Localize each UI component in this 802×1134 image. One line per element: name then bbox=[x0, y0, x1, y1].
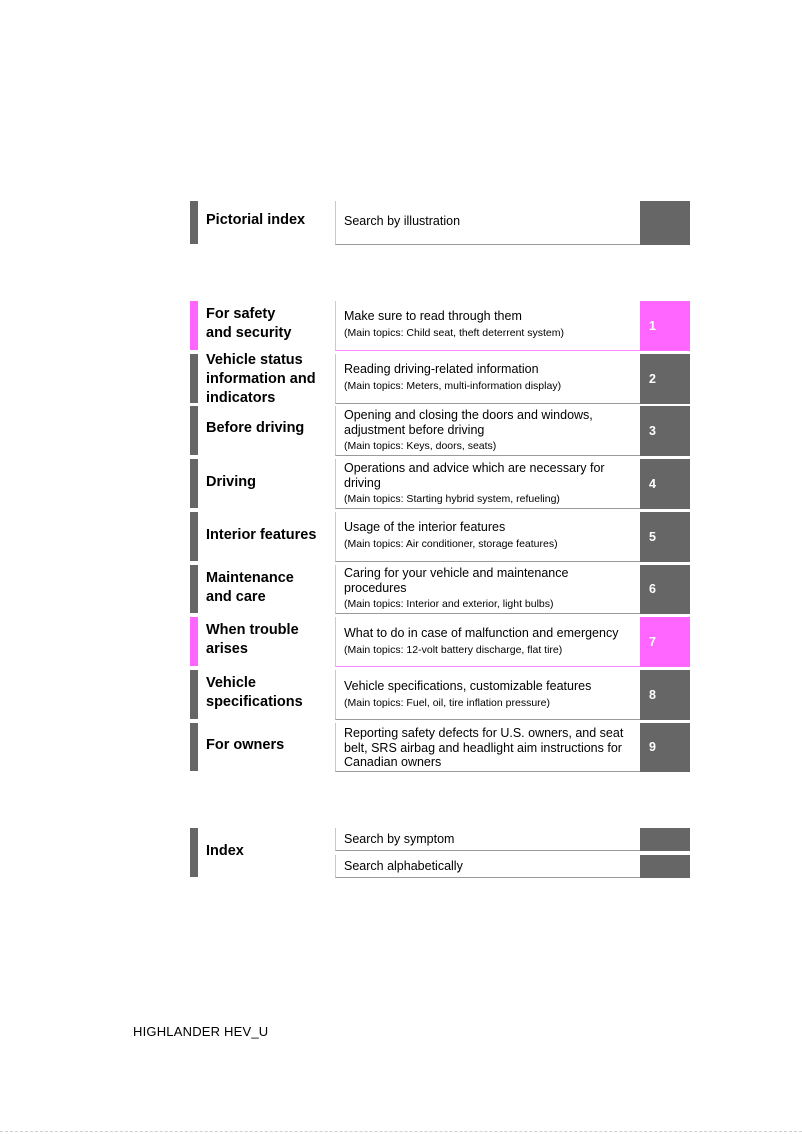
search-alphabetically-tab[interactable] bbox=[640, 855, 690, 878]
chapter-label[interactable]: For owners bbox=[206, 737, 285, 753]
chapter-label[interactable]: Vehicle specifications bbox=[206, 675, 303, 710]
chapter-topics: (Main topics: Child seat, theft deterrent system) bbox=[344, 326, 565, 339]
index-item-box[interactable] bbox=[335, 855, 640, 878]
chapter-description: Usage of the interior features bbox=[344, 520, 506, 534]
chapter-tab[interactable]: 7 bbox=[640, 617, 690, 667]
chapter-tab[interactable]: 1 bbox=[640, 301, 690, 351]
chapter-description: Opening and closing the doors and windows, adjustment before driving bbox=[344, 408, 593, 437]
chapter-description: Make sure to read through them bbox=[344, 309, 522, 323]
chapter-topics: (Main topics: Air conditioner, storage features) bbox=[344, 537, 558, 550]
chapter-description: What to do in case of malfunction and emergency bbox=[344, 626, 619, 640]
chapter-description-box bbox=[335, 670, 640, 720]
chapter-description: Vehicle specifications, customizable features bbox=[344, 679, 592, 693]
chapter-topics: (Main topics: Starting hybrid system, refueling) bbox=[344, 493, 560, 505]
chapter-label[interactable]: Maintenance and care bbox=[206, 570, 294, 605]
chapter-topics: (Main topics: Fuel, oil, tire inflation pressure) bbox=[344, 696, 550, 709]
chapter-tab[interactable]: 3 bbox=[640, 406, 690, 456]
chapter-description-box bbox=[335, 512, 640, 562]
chapter-tab[interactable]: 8 bbox=[640, 670, 690, 720]
chapter-tab[interactable]: 5 bbox=[640, 512, 690, 562]
section-bar bbox=[190, 565, 198, 613]
chapter-tab[interactable]: 6 bbox=[640, 565, 690, 614]
chapter-topics: (Main topics: Meters, multi-information display) bbox=[344, 379, 562, 392]
section-bar bbox=[190, 512, 198, 561]
section-bar bbox=[190, 406, 198, 455]
chapter-description-box bbox=[335, 565, 640, 614]
index-item-box[interactable] bbox=[335, 828, 640, 851]
section-bar bbox=[190, 354, 198, 403]
page-edge-divider bbox=[0, 1131, 802, 1132]
chapter-description-box bbox=[335, 723, 640, 772]
chapter-description-box bbox=[335, 406, 640, 456]
chapter-description-box bbox=[335, 617, 640, 667]
footer-model-code: HIGHLANDER HEV_U bbox=[133, 1024, 269, 1039]
section-bar bbox=[190, 201, 198, 244]
chapter-label[interactable]: Interior features bbox=[206, 527, 317, 543]
pictorial-index-description-box bbox=[335, 201, 640, 245]
section-bar bbox=[190, 301, 198, 350]
chapter-description: Reporting safety defects for U.S. owners, and seat belt, SRS airbag and headlight aim instructions for Canadian owners bbox=[344, 726, 624, 769]
chapter-description: Caring for your vehicle and maintenance procedures bbox=[344, 566, 569, 595]
chapter-description: Operations and advice which are necessary for driving bbox=[344, 461, 605, 490]
chapter-topics: (Main topics: 12-volt battery discharge, flat tire) bbox=[344, 643, 563, 656]
chapter-description: Reading driving-related information bbox=[344, 362, 539, 376]
chapter-topics: (Main topics: Keys, doors, seats) bbox=[344, 440, 497, 452]
chapter-label[interactable]: When trouble arises bbox=[206, 622, 299, 657]
section-bar bbox=[190, 670, 198, 719]
chapter-topics: (Main topics: Interior and exterior, light bulbs) bbox=[344, 598, 554, 610]
section-bar bbox=[190, 828, 198, 877]
section-bar bbox=[190, 723, 198, 771]
chapter-description-box bbox=[335, 301, 640, 351]
search-by-symptom[interactable]: Search by symptom bbox=[344, 832, 455, 846]
search-alphabetically[interactable]: Search alphabetically bbox=[344, 859, 463, 873]
chapter-tab[interactable]: 9 bbox=[640, 723, 690, 772]
search-by-symptom-tab[interactable] bbox=[640, 828, 690, 851]
chapter-description-box bbox=[335, 354, 640, 404]
index-label[interactable]: Index bbox=[206, 843, 244, 859]
chapter-tab[interactable]: 4 bbox=[640, 459, 690, 509]
chapter-tab[interactable]: 2 bbox=[640, 354, 690, 404]
pictorial-index-tab[interactable] bbox=[640, 201, 690, 245]
chapter-label[interactable]: Driving bbox=[206, 474, 256, 490]
pictorial-index-description: Search by illustration bbox=[344, 214, 461, 228]
chapter-label[interactable]: Vehicle status information and indicators bbox=[206, 352, 316, 406]
pictorial-index-label[interactable]: Pictorial index bbox=[206, 212, 306, 228]
chapter-description-box bbox=[335, 459, 640, 509]
section-bar bbox=[190, 617, 198, 666]
section-bar bbox=[190, 459, 198, 508]
chapter-label[interactable]: For safety and security bbox=[206, 306, 292, 341]
chapter-label[interactable]: Before driving bbox=[206, 420, 305, 436]
